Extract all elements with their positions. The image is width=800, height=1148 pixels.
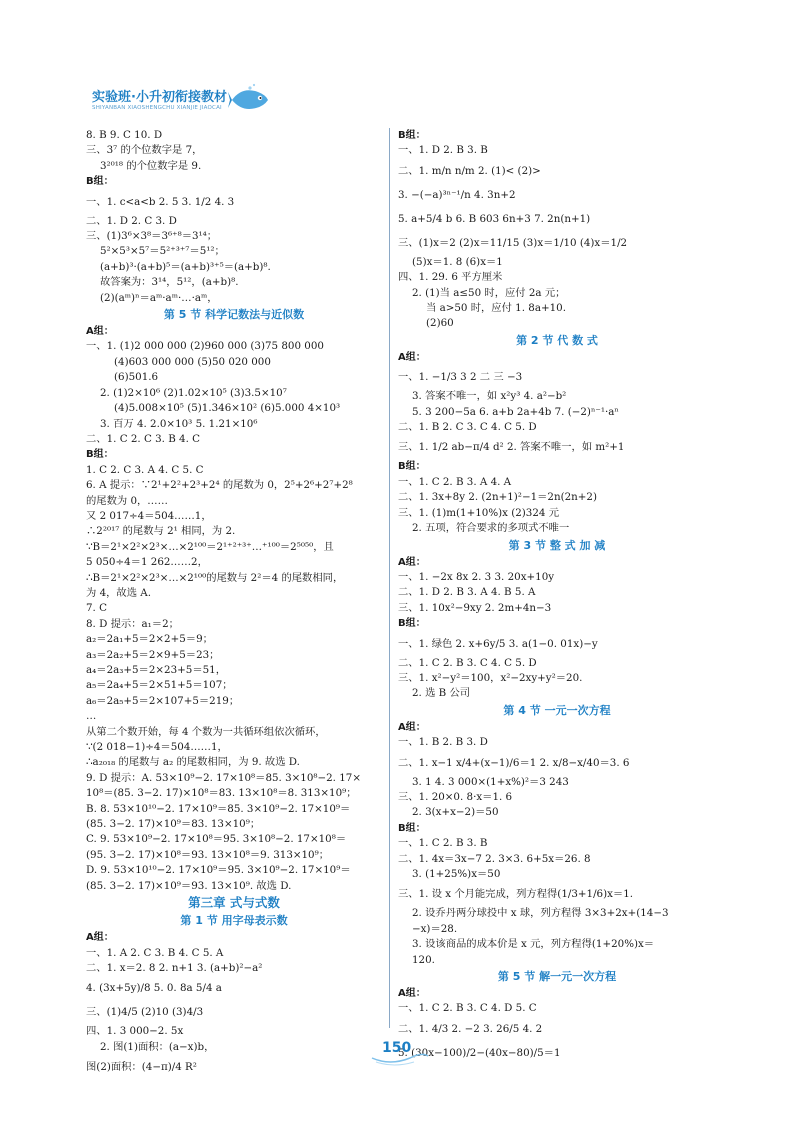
group-label: B组：	[398, 461, 426, 473]
group-label: B组：	[398, 822, 426, 834]
answer-line: 3. (1+25%)x＝50	[412, 868, 501, 880]
series-title: 实验班·小升初衔接教材	[92, 90, 227, 105]
page-number: 150	[382, 1040, 412, 1056]
answer-line: 5 050÷4＝1 262……2，	[86, 556, 208, 569]
answer-line: 3. 1 4. 3 000×(1+x%)²＝3 243	[412, 775, 569, 788]
answer-line: 二、1. C 2. B 3. C 4. C 5. D	[398, 656, 537, 669]
answer-line: 二、1. x＝2. 8 2. n+1 3. (a+b)²−a²	[86, 961, 263, 974]
answer-line: 2. (1)2×10⁶ (2)1.02×10⁵ (3)3.5×10⁷	[100, 386, 287, 399]
answer-line: 三、1. (1)m(1+10%)x (2)324 元	[398, 506, 560, 519]
answer-line: (4)5.008×10⁵ (5)1.346×10² (6)5.000 4×10³	[114, 402, 341, 415]
answer-line: (6)501.6	[114, 371, 159, 384]
answer-line: 3. 答案不唯一，如 x²y³ 4. a²−b²	[412, 390, 567, 403]
answer-line: 7. C	[86, 602, 107, 615]
answer-line: 三、3⁷ 的个位数字是 7，	[86, 144, 203, 157]
answer-line: a₂＝2a₁+5＝2×2+5＝9；	[86, 633, 213, 646]
answer-line: 3. 设该商品的成本价是 x 元，列方程得(1+20%)x＝	[412, 938, 655, 951]
answer-line: 5. 3 200−5a 6. a+b 2a+4b 7. (−2)ⁿ⁻¹·aⁿ	[412, 405, 619, 418]
group-label: B组：	[86, 176, 114, 188]
answer-line: 三、1. 10x²−9xy 2. 2m+4n−3	[398, 601, 552, 614]
answer-line: (85. 3−2. 17)×10⁹＝93. 13×10⁹. 故选 D.	[86, 879, 292, 892]
answer-line: 三、1. 1/2 ab−π/4 d² 2. 答案不唯一，如 m²+1	[398, 441, 625, 454]
answer-line: (a+b)³·(a+b)⁵＝(a+b)³⁺⁵＝(a+b)⁸.	[100, 260, 271, 273]
answer-line: (2)60	[426, 317, 454, 330]
answer-line: 为 4，故选 A.	[86, 586, 151, 599]
answer-line: 二、1. C 2. C 3. B 4. C	[86, 432, 201, 445]
answer-line: −x)＝28.	[412, 922, 458, 935]
page-number-badge	[370, 1036, 430, 1066]
answer-line: 2. 五项，符合要求的多项式不唯一	[412, 522, 570, 535]
answer-line: 2. 3(x+x−2)＝50	[412, 806, 499, 819]
answer-line: 图(2)面积：(4−π)/4 R²	[86, 1061, 197, 1074]
answer-line: 二、1. D 2. B 3. A 4. B 5. A	[398, 586, 536, 599]
answer-line: ∴B＝2¹×2²×2³×…×2¹⁰⁰的尾数与 2²＝4 的尾数相同，	[86, 571, 344, 584]
group-label: A组：	[398, 351, 426, 363]
answer-line: 一、1. c<a<b 2. 5 3. 1/2 4. 3	[86, 195, 235, 208]
answer-line: ∵(2 018−1)÷4＝504……1，	[86, 741, 228, 754]
answer-line: C. 9. 53×10⁹−2. 17×10⁸＝95. 3×10⁸−2. 17×10⁸＝	[86, 833, 347, 846]
answer-line: 4. (3x+5y)/8 5. 0. 8a 5/4 a	[86, 982, 222, 995]
answer-line: 当 a>50 时，应付 1. 8a+10.	[426, 302, 566, 315]
answer-line: 二、1. B 2. C 3. C 4. C 5. D	[398, 421, 537, 434]
section-title: 第 5 节 科学记数法与近似数	[163, 308, 305, 322]
chapter-title: 第三章 式与式数	[188, 895, 280, 911]
answer-line: 5²×5³×5⁷＝5²⁺³⁺⁷＝5¹²；	[100, 245, 225, 258]
answer-line: (85. 3−2. 17)×10⁹＝83. 13×10⁹；	[86, 818, 261, 831]
answer-line: B. 8. 53×10¹⁰−2. 17×10⁹＝85. 3×10⁹−2. 17×10⁹＝	[86, 802, 351, 815]
answer-line: a₄＝2a₃+5＝2×23+5＝51，	[86, 664, 227, 676]
answer-line: 二、1. 4/3 2. −2 3. 26/5 4. 2	[398, 1022, 543, 1035]
group-label: B组：	[86, 449, 114, 461]
group-label: A组：	[86, 932, 114, 944]
answer-line: a₅＝2a₄+5＝2×51+5＝107；	[86, 679, 233, 692]
answer-line: (95. 3−2. 17)×10⁸＝93. 13×10⁸＝9. 313×10⁹；	[86, 848, 330, 861]
answer-line: …	[86, 710, 97, 723]
answer-line: 2. 选 B 公司	[412, 687, 471, 700]
answer-line: ∴a₂₀₁₈ 的尾数与 a₂ 的尾数相同，为 9. 故选 D.	[86, 756, 300, 769]
group-label: A组：	[398, 988, 426, 1000]
group-label: A组：	[86, 326, 114, 338]
answer-line: 四、1. 3 000−2. 5x	[86, 1025, 184, 1038]
answer-line: D. 9. 53×10¹⁰−2. 17×10⁹＝95. 3×10⁹−2. 17×10⁹＝	[86, 864, 351, 877]
answer-line: 6. A 提示：∵2¹+2²+2³+2⁴ 的尾数为 0，2⁵+2⁶+2⁷+2⁸	[86, 479, 353, 492]
answer-line: 一、1. B 2. B 3. D	[398, 736, 488, 749]
answer-line: 一、1. C 2. B 3. B	[398, 837, 488, 850]
answer-line: 一、1. (1)2 000 000 (2)960 000 (3)75 800 000	[86, 340, 324, 353]
answer-line: 三、1. 设 x 个月能完成，列方程得(1/3+1/6)x＝1.	[398, 888, 634, 901]
answer-line: 8. D 提示：a₁＝2；	[86, 617, 179, 630]
section-title: 第 2 节 代 数 式	[516, 333, 598, 347]
answer-line: ∵B＝2¹×2²×2³×…×2¹⁰⁰＝2¹⁺²⁺³⁺…⁺¹⁰⁰＝2⁵⁰⁵⁰，且	[86, 540, 334, 553]
answer-line: 一、1. A 2. C 3. B 4. C 5. A	[86, 946, 224, 959]
group-label: B组：	[398, 130, 426, 141]
answer-line: ∴2²⁰¹⁷ 的尾数与 2¹ 相同，为 2.	[86, 525, 236, 538]
answer-line: 一、1. D 2. B 3. B	[398, 144, 488, 157]
answer-line: 3. 百万 4. 2.0×10³ 5. 1.21×10⁶	[100, 417, 258, 430]
answer-line: a₃＝2a₂+5＝2×9+5＝23；	[86, 648, 220, 661]
answer-line: 5. a+5/4 b 6. B 603 6n+3 7. 2n(n+1)	[398, 212, 591, 225]
answer-line: 2. (1)当 a≤50 时，应付 2a 元；	[412, 286, 566, 299]
answer-line: 从第二个数开始，每 4 个数为一共循环组依次循环，	[86, 725, 326, 738]
answer-line: 一、1. C 2. B 3. C 4. D 5. C	[398, 1002, 537, 1015]
series-subtitle: SHIYANBAN XIAOSHENGCHU XIANJIE JIAOCAI	[92, 105, 222, 111]
answer-line: 9. D 提示：A. 53×10⁹−2. 17×10⁸＝85. 3×10⁸−2. 17×	[86, 771, 361, 784]
answer-line: 1. C 2. C 3. A 4. C 5. C	[86, 463, 204, 476]
section-title: 第 3 节 整 式 加 减	[508, 538, 606, 552]
section-title: 第 1 节 用字母表示数	[180, 914, 288, 928]
answer-line: 二、1. m/n n/m 2. (1)< (2)>	[398, 164, 541, 177]
answer-line: 二、1. D 2. C 3. D	[86, 214, 177, 227]
answer-line: 的尾数为 0，……	[86, 494, 168, 507]
answer-line: 又 2 017÷4＝504……1，	[86, 509, 212, 522]
group-label: A组：	[398, 721, 426, 733]
section-title: 第 4 节 一元一次方程	[503, 703, 611, 717]
answer-line: (2)(aᵐ)ⁿ＝aᵐ·aᵐ·…·aᵐ，	[100, 291, 218, 304]
fish-logo-icon	[228, 82, 270, 116]
answer-line: 三、(1)4/5 (2)10 (3)4/3	[86, 1006, 204, 1019]
answer-line: 一、1. −2x 8x 2. 3 3. 20x+10y	[398, 570, 555, 583]
left-column	[86, 128, 382, 1079]
answer-line: 3²⁰¹⁸ 的个位数字是 9.	[100, 159, 202, 172]
answer-line: 三、(1)3⁶×3⁸＝3⁶⁺⁸＝3¹⁴；	[86, 230, 218, 243]
answer-line: 5. (30x−100)/2−(40x−80)/5＝1	[398, 1046, 561, 1059]
answer-line: 二、1. 3x+8y 2. (2n+1)²−1＝2n(2n+2)	[398, 491, 597, 504]
group-label: B组：	[398, 618, 426, 630]
answer-line: 一、1. 绿色 2. x+6y/5 3. a(1−0. 01x)−y	[398, 637, 598, 650]
answer-line: 2. 设乔丹两分球投中 x 球，列方程得 3×3+2x+(14−3	[412, 907, 669, 920]
answer-line: 3. −(−a)³ⁿ⁻¹/n 4. 3n+2	[398, 188, 516, 201]
answer-line: 故答案为：3¹⁴，5¹²，(a+b)⁸.	[100, 276, 239, 289]
answer-line: a₆＝2a₅+5＝2×107+5＝219；	[86, 694, 240, 707]
answer-line: 120.	[412, 953, 435, 966]
answer-line: 8. B 9. C 10. D	[86, 129, 163, 141]
right-column	[398, 128, 716, 1065]
column-divider	[389, 128, 390, 1028]
answer-line: 二、1. 4x＝3x−7 2. 3×3. 6+5x＝26. 8	[398, 852, 591, 865]
group-label: A组：	[398, 556, 426, 568]
answer-line: 10⁸＝(85. 3−2. 17)×10⁸＝83. 13×10⁸＝8. 313×10⁹；	[86, 787, 357, 800]
answer-line: 三、1. 20×0. 8·x＝1. 6	[398, 790, 513, 803]
answer-line: (4)603 000 000 (5)50 020 000	[114, 355, 271, 368]
answer-line: 二、1. x−1 x/4+(x−1)/6＝1 2. x/8−x/40＝3. 6	[398, 756, 630, 769]
answer-line: 一、1. C 2. B 3. A 4. A	[398, 475, 512, 488]
answer-line: 三、(1)x＝2 (2)x＝11/15 (3)x＝1/10 (4)x＝1/2	[398, 236, 628, 249]
section-title: 第 5 节 解一元一次方程	[497, 970, 617, 984]
answer-line: 四、1. 29. 6 平方厘米	[398, 271, 503, 284]
answer-line: (5)x＝1. 8 (6)x＝1	[412, 255, 503, 268]
answer-line: 一、1. −1/3 3 2 二 三 −3	[398, 371, 523, 384]
answer-line: 2. 图(1)面积：(a−x)b，	[100, 1040, 215, 1053]
answer-line: 三、1. x²−y²＝100，x²−2xy+y²＝20.	[398, 671, 583, 684]
